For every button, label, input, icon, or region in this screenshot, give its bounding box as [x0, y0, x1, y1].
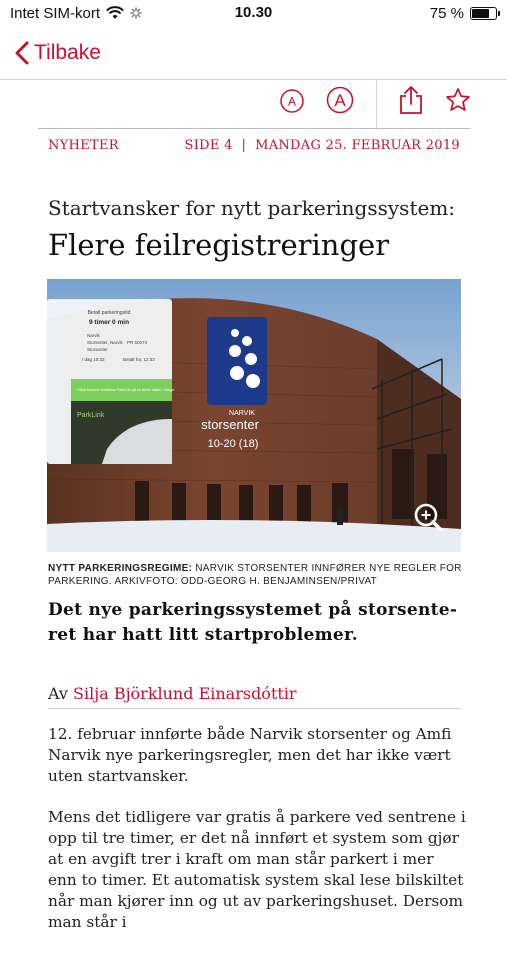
status-bar	[0, 0, 507, 26]
byline	[48, 684, 297, 703]
share-button[interactable]	[398, 85, 424, 120]
battery-fill	[472, 9, 489, 18]
storsenter-photo	[47, 279, 461, 552]
page-info: SIDE 4 | MANDAG 25. FEBRUAR 2019	[184, 138, 460, 153]
byline-prefix: Av	[48, 684, 74, 703]
ticket-location1: Narvik	[87, 333, 100, 338]
body-paragraph: 12. februar innførte både Narvik storsenter og Amfi Narvik nye parkeringsregler, men det har ikke vært uten startvansker.	[48, 725, 452, 785]
font-large-label: A	[334, 91, 346, 110]
article-photo[interactable]	[47, 279, 461, 552]
battery-percent: 75 %	[429, 4, 464, 22]
ticket-duration: 9 timer 0 min	[88, 319, 130, 326]
status-right	[430, 5, 497, 22]
favorite-button[interactable]	[445, 87, 471, 118]
status-left	[10, 5, 142, 22]
photo-caption	[48, 562, 462, 588]
section-label: NYHETER	[48, 138, 119, 153]
ad-brand: ParkLink	[77, 412, 105, 419]
byline-rule	[48, 708, 461, 709]
caption-text: NARVIK STORSENTER INNFØRER NYE REGLER FOR PARKERING. ARKIVFOTO: ODD-GEORG H. BENJAMINSEN/PRIVAT	[48, 563, 462, 587]
font-decrease-button[interactable]	[279, 88, 305, 119]
chevron-left-icon	[14, 41, 30, 65]
nav-bar	[0, 26, 507, 80]
article-body	[48, 724, 466, 953]
zoom-button[interactable]	[413, 502, 443, 532]
sign-line1: NARVIK	[229, 410, 255, 417]
article-toolbar	[0, 80, 507, 130]
activity-spinner-icon	[130, 7, 142, 19]
clock: 10.30	[234, 4, 273, 21]
wifi-icon	[106, 7, 124, 20]
ticket-paid: Betalt fra: 12:33	[123, 357, 155, 362]
ticket-location2: Storsenter, Narvik	[87, 340, 123, 345]
font-small-label: A	[287, 94, 297, 109]
ticket-location3: Storsenter	[87, 347, 108, 352]
body-paragraph: Mens det tidligere var gratis å parkere ved sentrene i opp til tre timer, er det nå innført et system som gjør at en avgift trer i kraft om man står parkert i mer enn to timer. Et automatisk system skal lese bilskiltet når man kjører inn og ut av parkeringshuset. Dersom man står i	[48, 808, 466, 931]
article-headline: Flere feilregistreringer	[48, 228, 390, 262]
sign-line2: storsenter	[201, 417, 259, 432]
star-icon	[445, 87, 471, 113]
zoom-in-icon	[413, 502, 443, 532]
ticket-banner: I Skal forsvare bruklema ParkLink på en sikker sikker i Norge.	[77, 388, 176, 392]
author-link[interactable]: Silja Björklund Einarsdóttir	[73, 684, 297, 703]
article-meta	[48, 138, 460, 153]
font-small-icon	[279, 88, 305, 114]
font-large-icon	[326, 86, 354, 114]
battery-icon	[470, 7, 497, 20]
font-increase-button[interactable]	[326, 86, 354, 119]
ticket-title: Betalt parkeringstid	[87, 310, 131, 316]
ticket-zone: PR 50074	[127, 340, 148, 345]
article-kicker: Startvansker for nytt parkeringssystem:	[48, 196, 456, 220]
carrier-label: Intet SIM-kort	[10, 4, 101, 22]
back-button[interactable]	[14, 41, 101, 65]
sign-line3: 10-20 (18)	[207, 438, 259, 450]
ticket-date: I dag 10:33	[82, 357, 105, 362]
article-lead: Det nye parkeringssystemet på storsenteret har hatt litt startproblemer.	[48, 600, 457, 645]
toolbar-rule	[38, 128, 470, 129]
caption-label: NYTT PARKERINGSREGIME:	[48, 563, 193, 574]
back-label: Tilbake	[34, 40, 101, 64]
share-icon	[398, 85, 424, 115]
toolbar-divider	[376, 80, 377, 130]
